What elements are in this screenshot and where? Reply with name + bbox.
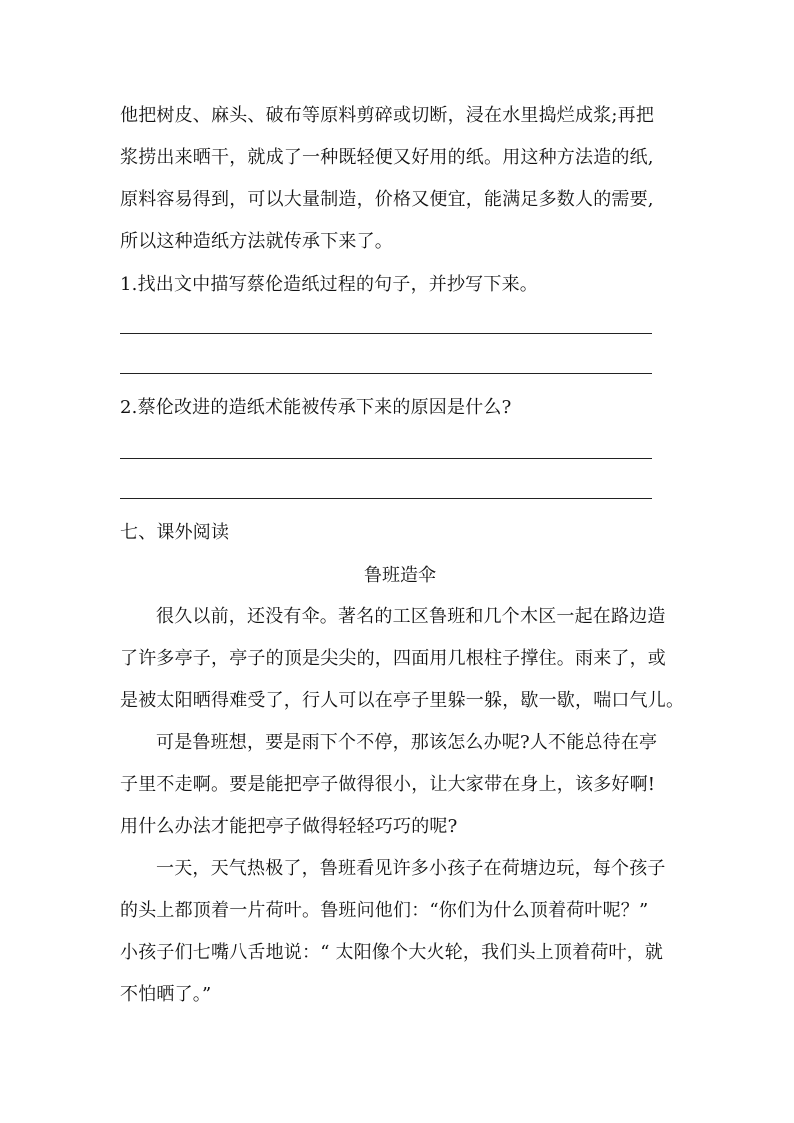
passage-line: 他把树皮、麻头、破布等原料剪碎或切断，浸在水里捣烂成浆;再把: [120, 105, 655, 126]
story-line: 很久以前，还没有伞。著名的工区鲁班和几个木区一起在路边造: [156, 606, 666, 627]
answer-line[interactable]: [120, 333, 652, 334]
story-line: 是被太阳晒得难受了，行人可以在亭子里躲一躲，歇一歇，喘口气儿。: [120, 690, 685, 711]
passage-line: 原料容易得到，可以大量制造，价格又便宜，能满足多数人的需要,: [120, 189, 654, 210]
story-line: 子里不走啊。要是能把亭子做得很小，让大家带在身上，该多好啊!: [120, 774, 656, 795]
section-heading: 七、课外阅读: [120, 522, 230, 543]
story-line: 了许多亭子，亭子的顶是尖尖的，四面用几根柱子撑住。雨来了，或: [120, 648, 666, 669]
story-line: 用什么办法才能把亭子做得轻轻巧巧的呢?: [120, 816, 458, 837]
answer-line[interactable]: [120, 498, 652, 499]
story-line: 一天，天气热极了，鲁班看见许多小孩子在荷塘边玩，每个孩子: [156, 858, 666, 879]
story-line: 不怕晒了。”: [120, 984, 212, 1005]
passage-line: 浆捞出来晒干，就成了一种既轻便又好用的纸。用这种方法造的纸,: [120, 147, 654, 168]
story-line: 小孩子们七嘴八舌地说：“ 太阳像个大火轮，我们头上顶着荷叶，就: [120, 942, 664, 963]
story-line: 的头上都顶着一片荷叶。鲁班问他们：“你们为什么顶着荷叶呢？”: [120, 900, 649, 921]
question-2: 2.蔡伦改进的造纸术能被传承下来的原因是什么?: [120, 397, 512, 418]
answer-line[interactable]: [120, 373, 652, 374]
story-line: 可是鲁班想，要是雨下个不停，那该怎么办呢?人不能总待在亭: [156, 732, 658, 753]
story-title: 鲁班造伞: [364, 565, 436, 586]
answer-line[interactable]: [120, 458, 652, 459]
question-1: 1.找出文中描写蔡伦造纸过程的句子，并抄写下来。: [120, 274, 538, 295]
passage-line: 所以这种造纸方法就传承下来了。: [120, 231, 393, 252]
